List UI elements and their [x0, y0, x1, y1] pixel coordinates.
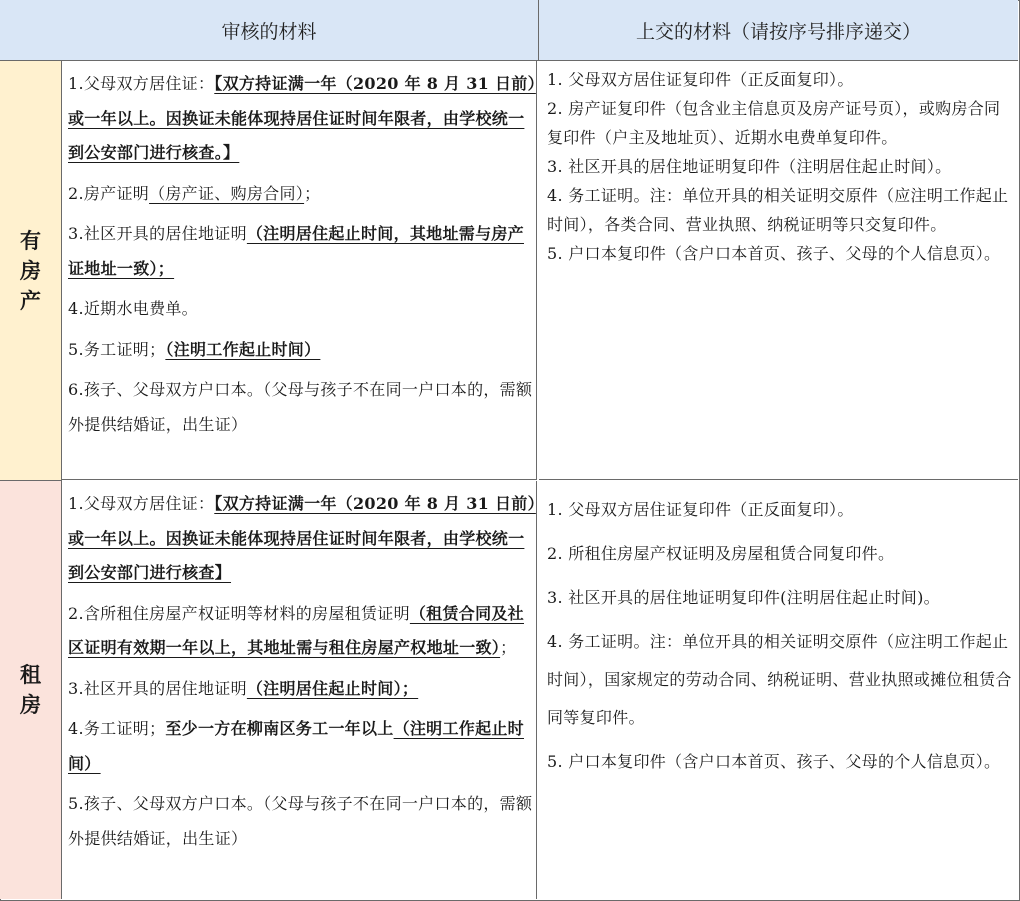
review-item-emphasis: （房产证、购房合同） — [149, 183, 305, 203]
review-item-3 — [68, 672, 536, 707]
review-item-emphasis: 【双方持证满一年（2020 年 8 月 31 日前）或一年以上。因换证未能体现持居住证时间年限者，由学校统一到公安部门进行核查】 — [68, 494, 536, 582]
review-item-text: 1.父母双方居住证： — [68, 74, 215, 93]
category-char: 有 — [20, 228, 41, 253]
review-item-text: ； — [304, 183, 321, 203]
review-item-emphasis: （注明居住起止时间）； — [246, 678, 419, 698]
review-item-text: 3.社区开具的居住地证明 — [68, 678, 247, 698]
header-submit-label: 上交的材料（请按序号排序递交） — [635, 20, 921, 43]
review-item-2 — [68, 597, 536, 666]
header-review-materials — [0, 0, 539, 61]
review-item-text: 2.房产证明 — [68, 183, 150, 203]
review-item-emphasis: （注明工作起止时间） — [165, 339, 321, 359]
review-item-1 — [68, 487, 536, 591]
submit-item-3: 3. 社区开具的居住地证明复印件(注明居住起止时间)。 — [547, 588, 940, 607]
submit-item-1: 1. 父母双方居住证复印件（正反面复印）。 — [547, 70, 854, 89]
review-item-emphasis: 【双方持证满一年（2020 年 8 月 31 日前）或一年以上。因换证未能体现持居住证时间年限者，由学校统一到公安部门进行核查。】 — [68, 74, 536, 162]
review-item-emphasis: （注明居住起止时间，其地址需与房产证地址一致）； — [68, 224, 524, 278]
review-item-4 — [68, 712, 536, 781]
submit-item-2: 2. 房产证复印件（包含业主信息页及房产证号页），或购房合同复印件（户主及地址页）、近期水电费单复印件。 — [547, 99, 1001, 147]
review-item-text: 1.父母双方居住证： — [68, 494, 215, 513]
review-item-emphasis: 至少一方在柳南区务工一年以上 — [165, 719, 394, 738]
submit-item-2: 2. 所租住房屋产权证明及房屋租赁合同复印件。 — [547, 544, 895, 563]
review-item-5 — [68, 333, 536, 368]
submit-cell-rental — [539, 481, 1018, 899]
submit-item-5: 5. 户口本复印件（含户口本首页、孩子、父母的个人信息页）。 — [547, 752, 1001, 771]
submit-item-5: 5. 户口本复印件（含户口本首页、孩子、父母的个人信息页）。 — [547, 244, 1001, 263]
submit-item-4: 4. 务工证明。注：单位开具的相关证明交原件（应注明工作起止时间），各类合同、营业执照、纳税证明等只交复印件。 — [547, 186, 1009, 234]
category-char: 产 — [20, 288, 41, 313]
review-item-emphasis: （租赁合同及社区证明有效期一年以上，其地址需与租住房屋产权地址一致） — [68, 603, 524, 657]
review-item-4: 4.近期水电费单。 — [68, 299, 198, 318]
review-item-6: 6.孩子、父母双方户口本。（父母与孩子不在同一户口本的，需额外提供结婚证，出生证） — [68, 380, 533, 434]
header-review-label: 审核的材料 — [221, 20, 317, 43]
submit-cell-own-property — [539, 61, 1018, 480]
submit-item-3: 3. 社区开具的居住地证明复印件（注明居住起止时间）。 — [547, 157, 952, 176]
review-item-text: 3.社区开具的居住地证明 — [68, 224, 247, 243]
submit-item-4: 4. 务工证明。注：单位开具的相关证明交原件（应注明工作起止时间），国家规定的劳动合同、纳税证明、营业执照或摊位租赁合同等复印件。 — [547, 632, 1012, 727]
review-cell-own-property — [62, 61, 537, 480]
review-item-5: 5.孩子、父母双方户口本。（父母与孩子不在同一户口本的，需额外提供结婚证，出生证） — [68, 794, 533, 848]
review-item-text: 4.务工证明； — [68, 719, 166, 738]
category-own-property — [0, 61, 62, 481]
review-item-text: 5.务工证明； — [68, 339, 166, 359]
category-char: 房 — [20, 693, 41, 717]
review-cell-rental — [62, 481, 537, 899]
review-item-text: 2.含所租住房屋产权证明等材料的房屋租赁证明 — [68, 603, 410, 623]
category-char: 租 — [20, 663, 41, 687]
submit-item-1: 1. 父母双方居住证复印件（正反面复印）。 — [547, 500, 854, 519]
review-item-3 — [68, 217, 536, 286]
category-rental — [0, 481, 62, 899]
review-item-2 — [68, 177, 536, 212]
review-item-1 — [68, 67, 536, 171]
header-submit-materials — [539, 0, 1018, 61]
review-item-emphasis: （注明工作起止时间） — [68, 719, 524, 773]
category-char: 房 — [20, 258, 41, 283]
review-item-text: ； — [500, 638, 517, 657]
